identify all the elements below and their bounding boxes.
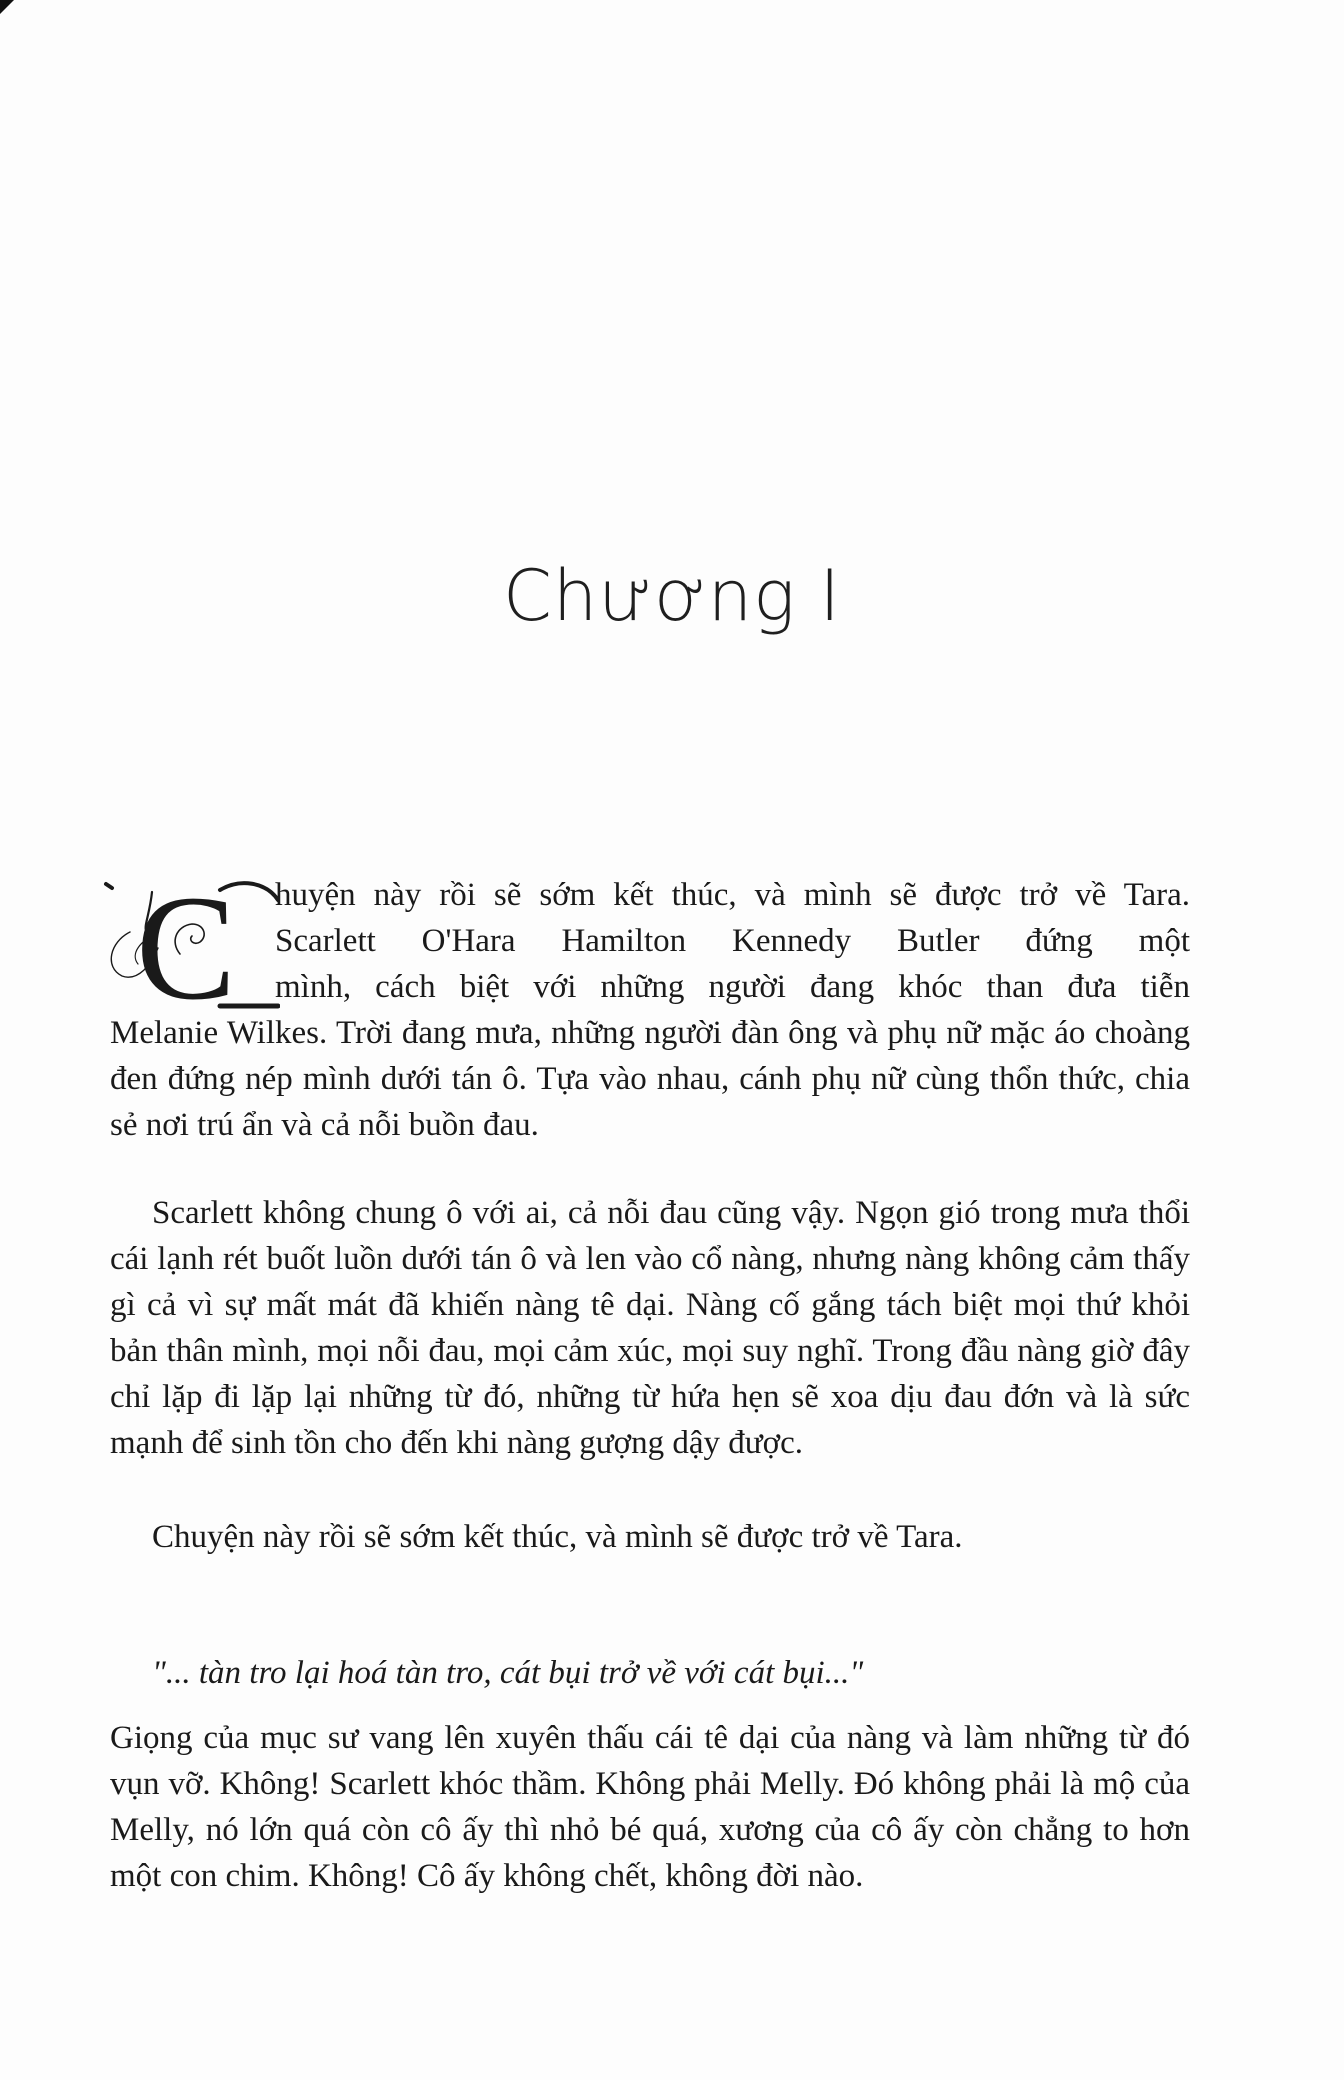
scan-corner-mark <box>0 0 14 14</box>
paragraph-opening <box>110 872 1190 1148</box>
opening-line-1: huyện này rồi sẽ sớm kết thúc, và mình sẽ được trở về Tara. <box>275 877 1190 913</box>
drop-cap-letter: C <box>136 872 237 1012</box>
paragraph-3: Chuyện này rồi sẽ sớm kết thúc, và mình sẽ được trở về Tara. <box>152 1519 963 1555</box>
quote-paragraph: "... tàn tro lại hoá tàn tro, cát bụi trở về với cát bụi..." <box>152 1655 864 1691</box>
opening-rest: Melanie Wilkes. Trời đang mưa, những người đàn ông và phụ nữ mặc áo choàng đen đứng nép mình dưới tán ô. Tựa vào nhau, cánh phụ nữ cùng thổn thức, chia sẻ nơi trú ẩn và cả nỗi buồn đau. <box>110 1015 1190 1143</box>
opening-line-3: mình, cách biệt với những người đang khóc than đưa tiễn <box>275 969 1190 1005</box>
chapter-title: Chương I <box>502 555 841 637</box>
opening-line-2: Scarlett O'Hara Hamilton Kennedy Butler đứng một <box>275 923 1190 959</box>
paragraph-2: Scarlett không chung ô với ai, cả nỗi đau cũng vậy. Ngọn gió trong mưa thổi cái lạnh rét buốt luồn dưới tán ô và len vào cổ nàng, nhưng nàng không cảm thấy gì cả vì sự mất mát đã khiến nàng tê dại. Nàng cố gắng tách biệt mọi thứ khỏi bản thân mình, mọi nỗi đau, mọi cảm xúc, mọi suy nghĩ. Trong đầu nàng giờ đây chỉ lặp đi lặp lại những từ đó, những từ hứa hẹn sẽ xoa dịu đau đớn và là sức mạnh để sinh tồn cho đến khi nàng gượng dậy được. <box>110 1195 1190 1461</box>
paragraph-5: Giọng của mục sư vang lên xuyên thấu cái tê dại của nàng và làm những từ đó vụn vỡ. Không! Scarlett khóc thầm. Không phải Melly. Đó không phải là mộ của Melly, nó lớn quá còn cô ấy thì nhỏ bé quá, xương của cô ấy còn chẳng to hơn một con chim. Không! Cô ấy không chết, không đời nào. <box>110 1720 1190 1894</box>
